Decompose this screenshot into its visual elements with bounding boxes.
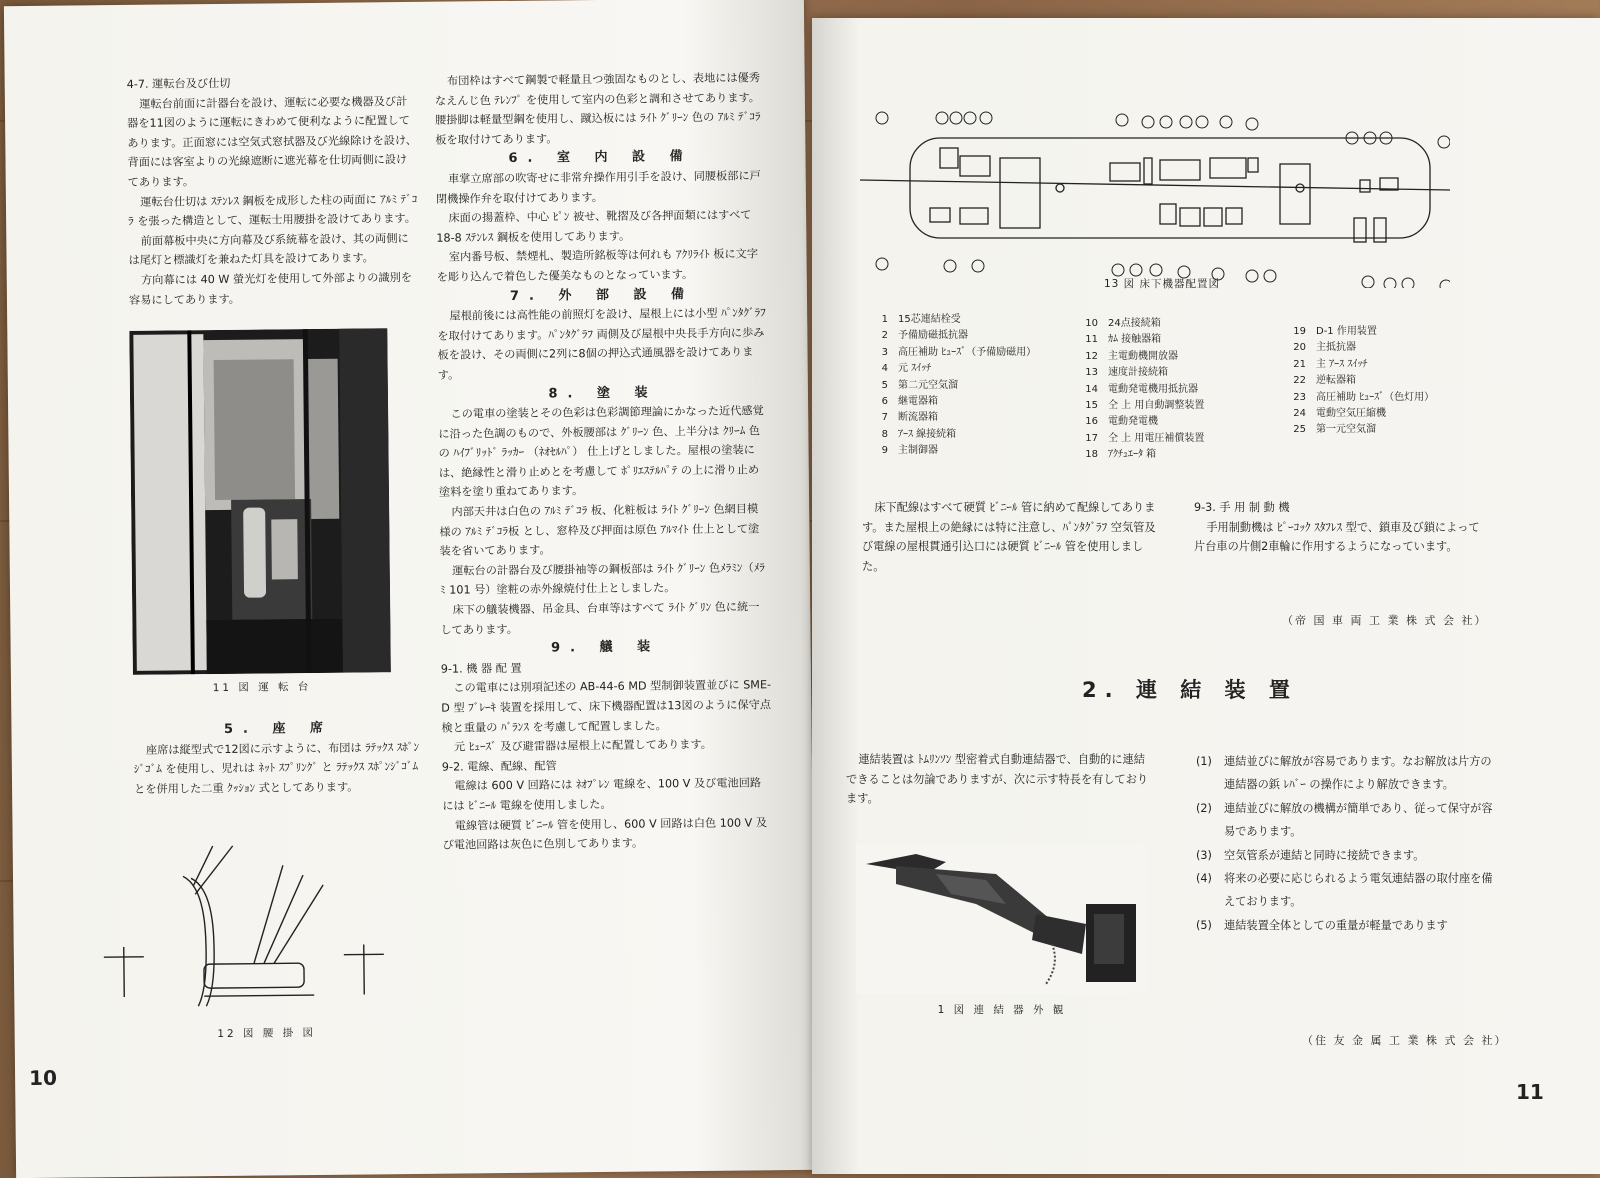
legend-item: 2 予備励磁抵抗器	[862, 328, 1072, 344]
list-item: (2) 連結並びに解放の機構が簡単であり、従って保守が容易であります。	[1196, 797, 1496, 844]
features-list	[1196, 750, 1496, 937]
list-item: (5) 連結装置全体としての重量が軽量であります	[1196, 914, 1496, 937]
legend-item: 4 元 ｽｲｯﾁ	[862, 361, 1072, 377]
cab-photo	[129, 328, 391, 675]
paragraph: この電車の塗装とその色彩は色彩調節理論にかなった近代感覚に沿った色調のもので、外板腰部は ｸﾞﾘｰﾝ 色、上半分は ｸﾘｰﾑ 色の ﾊｲﾌﾞﾘｯﾄﾞ ﾗｯｶｰ （ﾈｵｾﾙﾊﾟ） 仕上げとしました。屋根の塗装には、絶縁性と滑り止めとを考慮して ﾎﾟﾘｴｽﾃﾙﾊﾟﾃ の上に滑り止め塗料を塗り重ねてあります。	[438, 401, 769, 502]
legend-item: 19 D-1 作用装置	[1280, 324, 1500, 340]
left-column-2	[435, 68, 773, 855]
hand-brake-block	[1194, 498, 1484, 557]
figure-11-caption: 11 図 運 転 台	[133, 678, 391, 696]
paragraph: 運転台仕切は ｽﾃﾝﾚｽ 鋼板を成形した柱の両面に ｱﾙﾐ ﾃﾞｺﾗ を張った構造として、運転士用腰掛を設けてあります。	[128, 189, 418, 231]
section-8-heading: 8. 塗 装	[438, 382, 768, 405]
seat-drawing	[83, 834, 425, 1028]
legend-column-2	[1072, 316, 1282, 464]
credit-sumitomo: （住 友 金 属 工 業 株 式 会 社）	[1302, 1032, 1507, 1048]
subheading-9-1: 9-1. 機 器 配 置	[441, 656, 771, 679]
subheading-9-3: 9-3. 手 用 制 動 機	[1194, 498, 1484, 518]
legend-item: 21 主 ｱｰｽ ｽｲｯﾁ	[1280, 357, 1500, 373]
legend-item: 25 第一元空気溜	[1280, 422, 1500, 438]
legend-item: 1 15芯連結栓受	[862, 312, 1072, 328]
underfloor-equipment-diagram	[860, 108, 1450, 288]
list-item: (3) 空気管系が連結と同時に接続できます。	[1196, 844, 1496, 867]
coupler-photo	[856, 844, 1146, 994]
legend-item: 7 断流器箱	[862, 410, 1072, 426]
paragraph: 座席は縦型式で12図に示すように、布団は ﾗﾃｯｸｽ ｽﾎﾟﾝｼﾞｺﾞﾑ を使用し、児れは ﾈｯﾄ ｽﾌﾟﾘﾝｸﾞ と ﾗﾃｯｸｽ ｽﾎﾟﾝｼﾞｺﾞﾑ とを併用した二重 ｸｯｼｮﾝ 式としてあります。	[134, 737, 425, 799]
left-page	[4, 0, 816, 1178]
paragraph: 元 ﾋｭｰｽﾞ 及び避雷器は屋根上に配置してあります。	[442, 734, 772, 757]
legend-item: 8 ｱｰｽ 線接続箱	[862, 427, 1072, 443]
subheading-9-2: 9-2. 電線、配線、配管	[442, 754, 772, 777]
right-page	[812, 18, 1600, 1174]
paragraph: 手用制動機は ﾋﾟｰｺｯｸ ｽﾀﾌﾚｽ 型で、鎖車及び鎖によって片台車の片側2車輪に作用するようになっています。	[1194, 518, 1484, 557]
paragraph: 内部天井は白色の ｱﾙﾐ ﾃﾞｺﾗ 板、化粧板は ﾗｲﾄ ｸﾞﾘｰﾝ 色網目模様の ｱﾙﾐ ﾃﾞｺﾗ板 とし、窓枠及び押面は原色 ｱﾙﾏｲﾄ 仕上として塗装を省いてあります。	[439, 499, 770, 561]
paragraph: 電線管は硬質 ﾋﾞﾆｰﾙ 管を使用し、600 V 回路は白色 100 V 及び電池回路は灰色に色別してあります。	[442, 813, 772, 856]
paragraph: 室内番号板、禁煙札、製造所銘板等は何れも ｱｸﾘﾗｲﾄ 板に文字を彫り込んで着色した優美なものとなっています。	[436, 245, 766, 288]
list-item: (1) 連結並びに解放が容易であります。なお解放は片方の連結器の鋲 ﾚﾊﾞｰ の操作により解放できます。	[1196, 750, 1496, 797]
paragraph: 布団枠はすべて鋼製で軽量且つ強固なものとし、表地には優秀なえんじ色 ﾃﾚﾝﾌﾟ を使用して室内の色彩と調和させてあります。腰掛脚は軽量型鋼を使用し、蹴込板には ﾗｲﾄ ｸﾞﾘｰﾝ 色の ｱﾙﾐ ﾃﾞｺﾗ 板を取付けてあります。	[435, 68, 766, 150]
paragraph: 床下の艤装機器、吊金具、台車等はすべて ﾗｲﾄ ｸﾞﾘﾝ 色に統一してあります。	[440, 597, 770, 640]
legend-column-3	[1280, 324, 1500, 439]
legend-item: 20 主抵抗器	[1280, 340, 1500, 356]
subheading-4-7: 4-7. 運転台及び仕切	[127, 72, 417, 95]
page-number-left: 10	[29, 1066, 57, 1090]
legend-item: 6 継電器箱	[862, 394, 1072, 410]
list-item: (4) 将来の必要に応じられるよう電気連結器の取付座を備えております。	[1196, 867, 1496, 914]
legend-item: 22 逆転器箱	[1280, 373, 1500, 389]
paragraph: 運転台前面に計器台を設け、運転に必要な機器及び計器を11図のように運転にきわめて便利なように配置してあります。正面窓には空気式窓拭器及び光線除けを設け、背面には客室よりの光線遮断に遮光幕を仕切両側に設けてあります。	[127, 91, 418, 192]
legend-item: 23 高圧補助 ﾋｭｰｽﾞ（色灯用）	[1280, 390, 1500, 406]
legend-item: 24 電動空気圧縮機	[1280, 406, 1500, 422]
left-column-1	[127, 72, 419, 310]
wiring-paragraph-block	[862, 498, 1162, 576]
paragraph: 床面の揚蓋枠、中心 ﾋﾟﾝ 被せ、靴摺及び各押面類にはすべて 18-8 ｽﾃﾝﾚｽ 鋼板を使用してあります。	[436, 205, 766, 248]
paragraph: 前面幕板中央に方向幕及び系統幕を設け、其の両側には尾灯と標識灯を兼ねた灯具を設けてあります。	[128, 229, 418, 271]
legend-item: 12 主電動機開放器	[1072, 349, 1282, 365]
paragraph: 車掌立席部の吹寄せに非常弁操作用引手を設け、同腰板部に戸閉機操作弁を取付けてあります。	[436, 166, 766, 209]
page-number-right: 11	[1516, 1080, 1544, 1104]
paragraph: 方向幕には 40 W 螢光灯を使用して外部よりの識別を容易にしてあります。	[129, 268, 419, 310]
paragraph: 運転台の計器台及び腰掛袖等の鋼板部は ﾗｲﾄ ｸﾞﾘｰﾝ 色ﾒﾗﾐﾝ（ﾒﾗﾐ 101 号）塗粧の赤外線焼付仕上としました。	[440, 558, 770, 601]
legend-item: 5 第二元空気溜	[862, 378, 1072, 394]
legend-item: 9 主制御器	[862, 443, 1072, 459]
legend-item: 16 電動発電機	[1072, 414, 1282, 430]
figure-13-caption: 13 図 床下機器配置図	[1042, 276, 1282, 291]
paragraph: この電車には別項記述の AB-44-6 MD 型制御装置並びに SME-D 型 ﾌﾞﾚｰｷ 装置を採用して、床下機器配置は13図のように保守点検と重量の ﾊﾞﾗﾝｽ を考慮して配置しました。	[441, 676, 772, 738]
legend-item: 13 速度計接続箱	[1072, 365, 1282, 381]
section-7-heading: 7. 外 部 設 備	[437, 284, 767, 307]
left-column-1-lower	[133, 718, 424, 799]
figure-1-caption: 1 図 連 結 器 外 観	[872, 1002, 1132, 1017]
legend-item: 10 24点接続箱	[1072, 316, 1282, 332]
legend-column-1	[862, 312, 1072, 460]
paragraph: 屋根前後には高性能の前照灯を設け、屋根上には小型 ﾊﾟﾝﾀｸﾞﾗﾌ を取付けてあります。ﾊﾟﾝﾀｸﾞﾗﾌ 両側及び屋根中央長手方向に歩み板を設け、その両側に2列に8個の押込式通風器を設けてあります。	[437, 303, 768, 385]
section-2-heading: 2. 連 結 装 置	[1082, 674, 1298, 704]
figure-12-caption: 12 図 腰 掛 図	[137, 1024, 397, 1042]
paragraph: 電線は 600 V 回路には ﾈｵﾌﾟﾚﾝ 電線を、100 V 及び電池回路には ﾋﾞﾆｰﾙ 電線を使用しました。	[442, 774, 772, 817]
paragraph: 床下配線はすべて硬質 ﾋﾞﾆｰﾙ 管に納めて配線してあります。また屋根上の絶縁には特に注意し、ﾊﾟﾝﾀｸﾞﾗﾌ 空気管及び電線の屋根貫通引込口には硬質 ﾋﾞﾆｰﾙ 管を使用しました。	[862, 498, 1162, 576]
section-9-heading: 9. 艤 装	[441, 636, 771, 659]
coupler-paragraph-block	[846, 750, 1156, 809]
credit-teikoku: （帝 国 車 両 工 業 株 式 会 社）	[1282, 612, 1487, 628]
section-6-heading: 6. 室 内 設 備	[435, 147, 765, 170]
legend-item: 15 仝 上 用自動調整装置	[1072, 398, 1282, 414]
legend-item: 11 ｶﾑ 接触器箱	[1072, 332, 1282, 348]
legend-item: 3 高圧補助 ﾋｭｰｽﾞ（予備励磁用）	[862, 345, 1072, 361]
legend-item: 14 電動発電機用抵抗器	[1072, 382, 1282, 398]
paragraph: 連結装置は ﾄﾑﾘﾝｿﾝ 型密着式自動連結器で、自動的に連結できることは勿論でありますが、次に示す特長を有しております。	[846, 750, 1156, 809]
section-5-heading: 5. 座 席	[133, 718, 423, 741]
legend-item: 17 仝 上 用電圧補償装置	[1072, 431, 1282, 447]
legend-item: 18 ｱｸﾁｭｴｰﾀ 箱	[1072, 447, 1282, 463]
